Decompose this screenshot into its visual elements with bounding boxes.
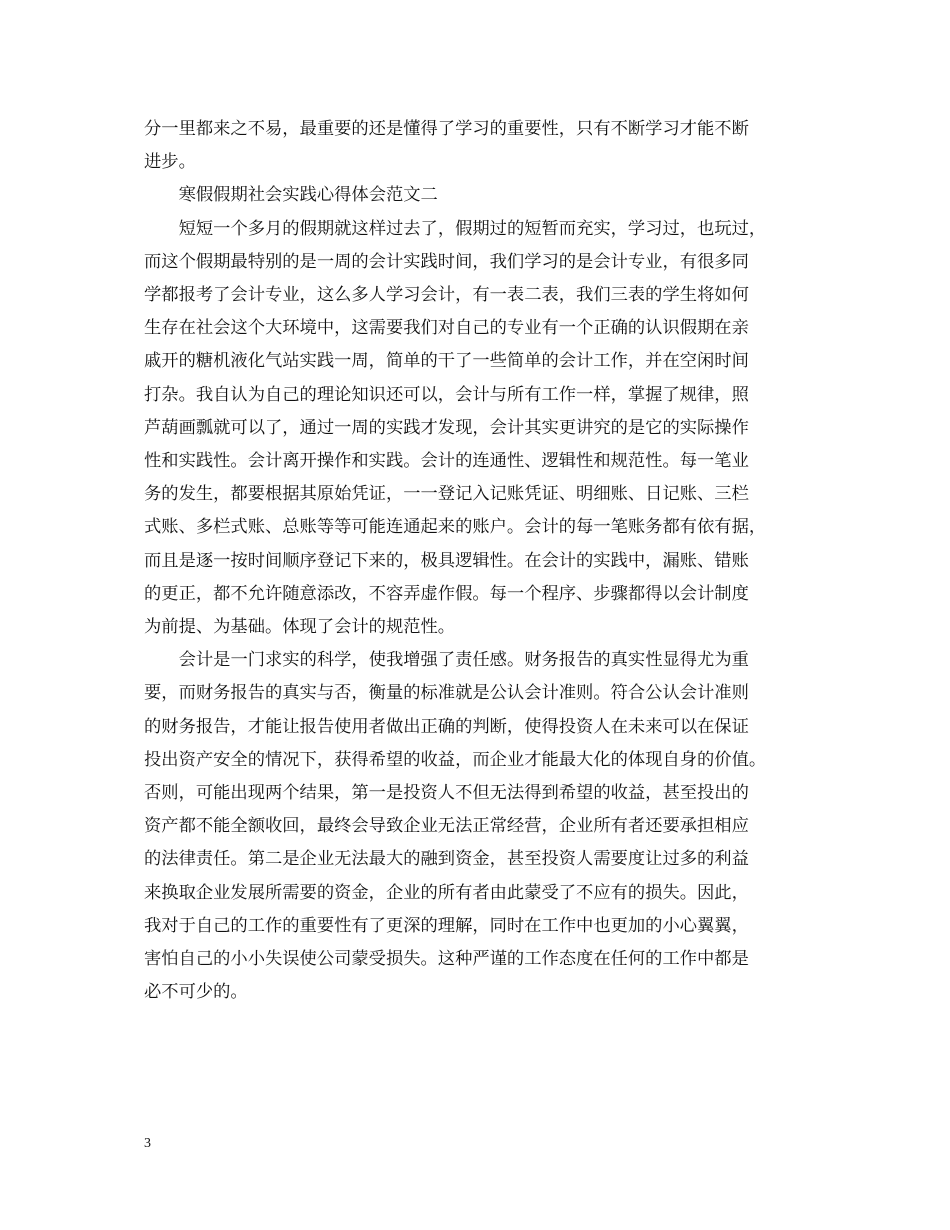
text-line: 投出资产安全的情况下，获得希望的收益，而企业才能最大化的体现自身的价值。 [144, 749, 767, 770]
text-line: 芦葫画瓢就可以了，通过一周的实践才发现，会计其实更讲究的是它的实际操作 [144, 417, 749, 438]
text-line: 必不可少的。 [144, 982, 248, 1003]
text-line: 的财务报告，才能让报告使用者做出正确的判断，使得投资人在未来可以在保证 [144, 716, 749, 737]
text-line: 而这个假期最特别的是一周的会计实践时间，我们学习的是会计专业，有很多同 [144, 251, 749, 272]
text-line: 式账、多栏式账、总账等等可能连通起来的账户。会计的每一笔账务都有依有据， [144, 517, 767, 538]
heading-text: 寒假假期社会实践心得体会范文二 [178, 185, 438, 206]
paragraph-3 [144, 644, 824, 1009]
text-line: 务的发生，都要根据其原始凭证，一一登记入记账凭证、明细账、日记账、三栏 [144, 484, 749, 505]
text-line: 的法律责任。第二是企业无法最大的融到资金，甚至投资人需要度让过多的利益 [144, 849, 749, 870]
text-line: 短短一个多月的假期就这样过去了，假期过的短暂而充实，学习过，也玩过， [178, 218, 767, 239]
document-body [144, 113, 824, 1009]
text-line: 戚开的糖机液化气站实践一周，简单的干了一些简单的会计工作，并在空闲时间 [144, 351, 749, 372]
text-line: 生存在社会这个大环境中，这需要我们对自己的专业有一个正确的认识假期在亲 [144, 318, 749, 339]
text-line: 学都报考了会计专业，这么多人学习会计，有一表二表，我们三表的学生将如何 [144, 285, 749, 306]
text-line: 要，而财务报告的真实与否，衡量的标准就是公认会计准则。符合公认会计准则 [144, 683, 749, 704]
text-line: 而且是逐一按时间顺序登记下来的，极具逻辑性。在会计的实践中，漏账、错账 [144, 550, 749, 571]
text-line: 我对于自己的工作的重要性有了更深的理解，同时在工作中也更加的小心翼翼， [144, 915, 749, 936]
text-line: 进步。 [144, 152, 196, 173]
page-number: 3 [144, 1136, 151, 1151]
text-line: 会计是一门求实的科学，使我增强了责任感。财务报告的真实性显得尤为重 [178, 650, 749, 671]
paragraph-2 [144, 213, 824, 645]
text-line: 的更正，都不允许随意添改，不容弄虚作假。每一个程序、步骤都得以会计制度 [144, 583, 749, 604]
text-line: 资产都不能全额收回，最终会导致企业无法正常经营，企业所有者还要承担相应 [144, 816, 749, 837]
text-line: 打杂。我自认为自己的理论知识还可以，会计与所有工作一样，掌握了规律，照 [144, 384, 749, 405]
section-heading [144, 179, 824, 212]
text-line: 否则，可能出现两个结果，第一是投资人不但无法得到希望的收益，甚至投出的 [144, 783, 749, 804]
text-line: 为前提、为基础。体现了会计的规范性。 [144, 617, 456, 638]
paragraph-1 [144, 113, 824, 179]
text-line: 性和实践性。会计离开操作和实践。会计的连通性、逻辑性和规范性。每一笔业 [144, 451, 749, 472]
text-line: 分一里都来之不易，最重要的还是懂得了学习的重要性，只有不断学习才能不断 [144, 119, 749, 139]
text-line: 害怕自己的小小失误使公司蒙受损失。这种严谨的工作态度在任何的工作中都是 [144, 949, 749, 970]
text-line: 来换取企业发展所需要的资金，企业的所有者由此蒙受了不应有的损失。因此， [144, 882, 749, 903]
